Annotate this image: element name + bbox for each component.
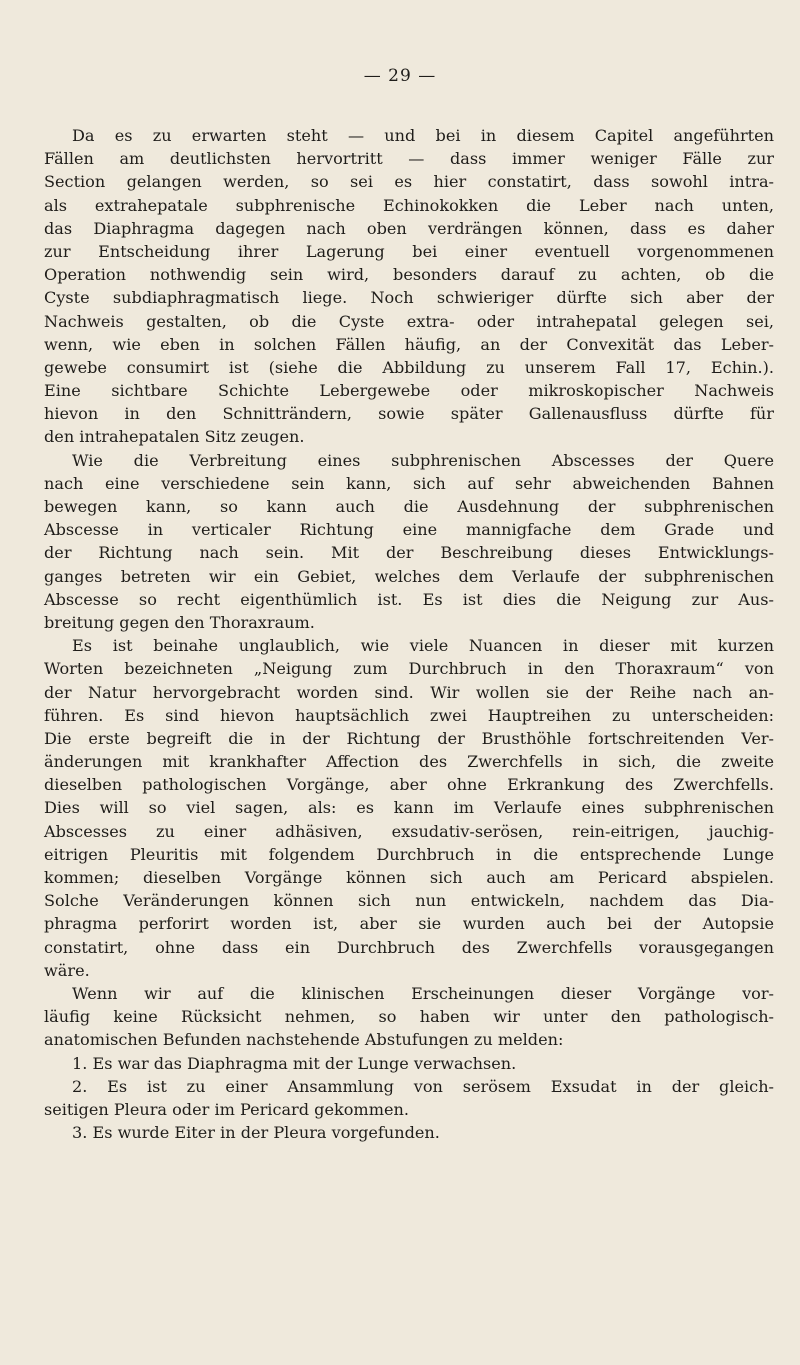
text-line: Nachweis gestalten, ob die Cyste extra- oder intrahepatal gelegen sei, <box>44 311 774 331</box>
text-line: Solche Veränderungen können sich nun entwickeln, nachdem das Dia- <box>44 891 774 911</box>
page-number: — 29 — <box>363 66 437 86</box>
text-line: wenn, wie eben in solchen Fällen häufig, an der Convexität das Leber- <box>44 334 774 354</box>
text-line: den intrahepatalen Sitz zeugen. <box>44 427 305 447</box>
text-line: Abscesse so recht eigenthümlich ist. Es ist dies die Neigung zur Aus- <box>44 589 774 609</box>
text-line: der Natur hervorgebracht worden sind. Wir wollen sie der Reihe nach an- <box>44 682 774 702</box>
text-line: hievon in den Schnitträndern, sowie später Gallenausfluss dürfte für <box>44 404 774 424</box>
text-line: Abscesse in verticaler Richtung eine mannigfache dem Grade und <box>44 520 774 540</box>
text-line: läufig keine Rücksicht nehmen, so haben wir unter den pathologisch- <box>44 1007 774 1027</box>
text-line: nach eine verschiedene sein kann, sich auf sehr abweichenden Bahnen <box>44 473 774 493</box>
list-item <box>44 1075 774 1121</box>
body-text <box>44 124 774 1144</box>
text-line: ganges betreten wir ein Gebiet, welches dem Verlaufe der subphrenischen <box>44 566 774 586</box>
text-line: Wenn wir auf die klinischen Erscheinungen dieser Vorgänge vor- <box>72 983 774 1003</box>
text-line: eitrigen Pleuritis mit folgendem Durchbruch in die entsprechende Lunge <box>44 844 774 864</box>
text-line: Worten bezeichneten „Neigung zum Durchbruch in den Thoraxraum“ von <box>44 659 774 679</box>
list-item <box>44 1052 774 1075</box>
text-line: der Richtung nach sein. Mit der Beschreibung dieses Entwicklungs- <box>44 543 774 563</box>
text-line: Es ist beinahe unglaublich, wie viele Nuancen in dieser mit kurzen <box>72 636 774 656</box>
text-line: 1. Es war das Diaphragma mit der Lunge verwachsen. <box>72 1053 517 1073</box>
text-line: phragma perforirt worden ist, aber sie wurden auch bei der Autopsie <box>44 914 774 934</box>
text-line: bewegen kann, so kann auch die Ausdehnung der subphrenischen <box>44 497 774 516</box>
text-line: führen. Es sind hievon hauptsächlich zwei Hauptreihen zu unterscheiden: <box>44 705 774 725</box>
list-item <box>44 1121 774 1144</box>
text-line: als extrahepatale subphrenische Echinokokken die Leber nach unten, <box>44 195 774 215</box>
text-line: constatirt, ohne dass ein Durchbruch des Zwerchfells vorausgegangen <box>44 937 774 957</box>
text-line: dieselben pathologischen Vorgänge, aber ohne Erkrankung des Zwerchfells. <box>44 775 774 795</box>
text-line: wäre. <box>44 960 90 980</box>
text-line: das Diaphragma dagegen nach oben verdrängen können, dass es daher <box>44 218 774 238</box>
text-line: Die erste begreift die in der Richtung der Brusthöhle fortschreitenden Ver- <box>44 728 774 748</box>
text-line: änderungen mit krankhafter Affection des Zwerchfells in sich, die zweite <box>44 752 774 772</box>
text-line: Fällen am deutlichsten hervortritt — dass immer weniger Fälle zur <box>44 149 774 169</box>
text-line: Eine sichtbare Schichte Lebergewebe oder mikroskopischer Nachweis <box>44 381 774 401</box>
text-line: Wie die Verbreitung eines subphrenischen Abscesses der Quere <box>72 450 774 470</box>
text-line: zur Entscheidung ihrer Lagerung bei einer eventuell vorgenommenen <box>44 241 774 261</box>
text-line: Section gelangen werden, so sei es hier constatirt, dass sowohl intra- <box>44 172 774 192</box>
text-line: anatomischen Befunden nachstehende Abstufungen zu melden: <box>44 1030 564 1050</box>
text-line: 2. Es ist zu einer Ansammlung von serösem Exsudat in der gleich- <box>72 1076 774 1096</box>
text-line: Operation nothwendig sein wird, besonders darauf zu achten, ob die <box>44 265 774 285</box>
text-line: Abscesses zu einer adhäsiven, exsudativ-serösen, rein-eitrigen, jauchig- <box>44 821 774 841</box>
text-line: Da es zu erwarten steht — und bei in diesem Capitel angeführten <box>72 126 774 145</box>
text-line: Cyste subdiaphragmatisch liege. Noch schwieriger dürfte sich aber der <box>44 288 774 308</box>
text-line: breitung gegen den Thoraxraum. <box>44 612 315 632</box>
paragraph <box>44 634 774 982</box>
text-line: Dies will so viel sagen, als: es kann im Verlaufe eines subphrenischen <box>44 798 774 818</box>
paragraph <box>44 124 774 449</box>
text-line: kommen; dieselben Vorgänge können sich auch am Pericard abspielen. <box>44 868 774 887</box>
text-line: gewebe consumirt ist (siehe die Abbildung zu unserem Fall 17, Echin.). <box>44 357 774 377</box>
text-line: seitigen Pleura oder im Pericard gekommen. <box>44 1099 409 1119</box>
paragraph <box>44 982 774 1052</box>
paragraph <box>44 449 774 635</box>
text-line: 3. Es wurde Eiter in der Pleura vorgefunden. <box>72 1123 440 1143</box>
